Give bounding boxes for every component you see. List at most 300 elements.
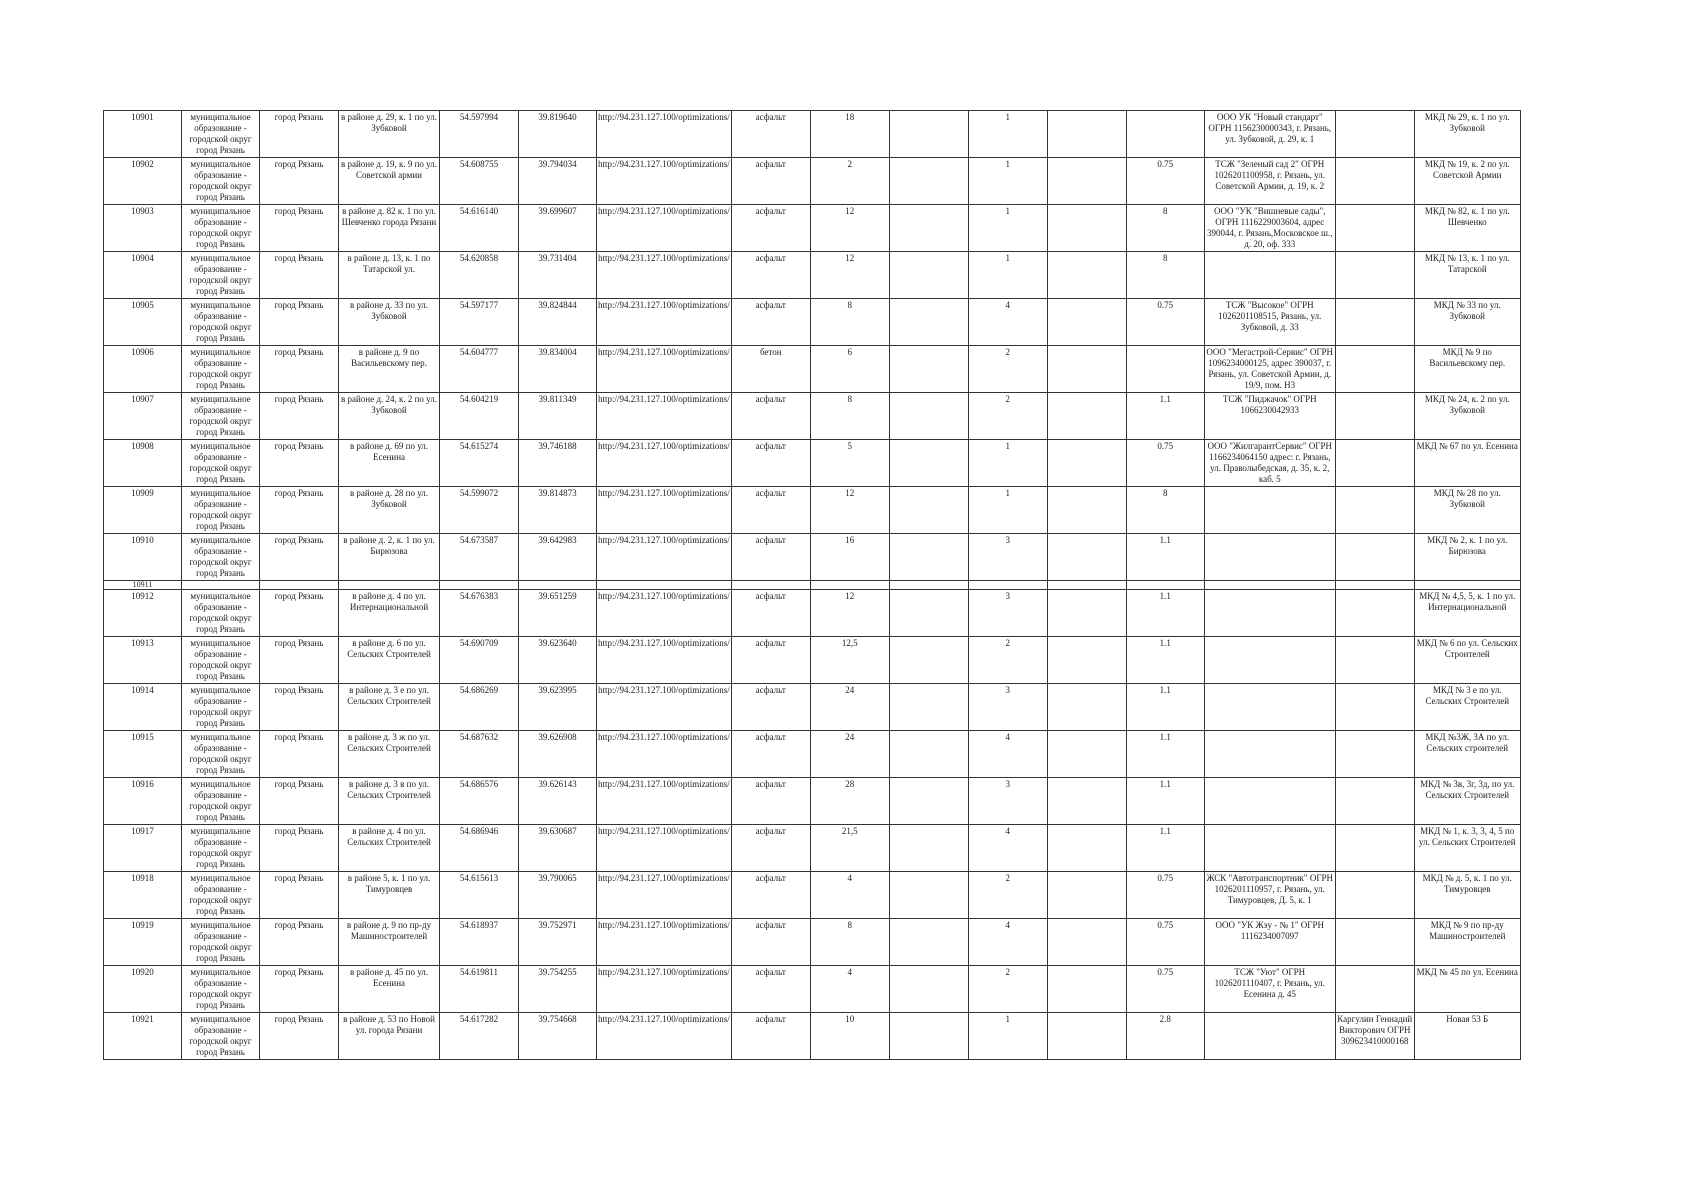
cell-note: МКД № 3 е по ул. Сельских Строителей xyxy=(1414,684,1520,731)
cell-city: город Рязань xyxy=(260,534,339,581)
cell-c10 xyxy=(889,919,968,966)
cell-surface: асфальт xyxy=(731,778,810,825)
table-row xyxy=(104,919,1521,966)
cell-address: в районе д. 82 к. 1 по ул. Шевченко города Рязани xyxy=(339,205,440,252)
cell-c10 xyxy=(889,346,968,393)
cell-c10 xyxy=(889,872,968,919)
table-row xyxy=(104,487,1521,534)
cell-volume: 1.1 xyxy=(1126,393,1204,440)
cell-c10 xyxy=(889,299,968,346)
cell-link[interactable]: http://94.231.127.100/optimizations/ xyxy=(597,158,732,205)
cell-note: МКД № 29, к. 1 по ул. Зубковой xyxy=(1414,111,1520,158)
cell-lon: 39.794034 xyxy=(519,158,597,205)
cell-area: 28 xyxy=(810,778,889,825)
cell-address: в районе д. 9 по пр-ду Машиностроителей xyxy=(339,919,440,966)
cell-city: город Рязань xyxy=(260,252,339,299)
cell-organization: ТСЖ "Пиджачок" ОГРН 1066230042933 xyxy=(1204,393,1335,440)
cell-lon: 39.699607 xyxy=(519,205,597,252)
cell-c15 xyxy=(1335,966,1414,1013)
cell-count: 1 xyxy=(968,1013,1047,1060)
cell-note: Новая 53 Б xyxy=(1414,1013,1520,1060)
cell-lon: 39.824844 xyxy=(519,299,597,346)
cell-link[interactable]: http://94.231.127.100/optimizations/ xyxy=(597,919,732,966)
cell-c15 xyxy=(1335,111,1414,158)
cell-c15 xyxy=(1335,299,1414,346)
cell-c15: Каргулин Геннадий Викторович ОГРН 309623410000168 xyxy=(1335,1013,1414,1060)
cell-note: МКД № 2, к. 1 по ул. Бирюзова xyxy=(1414,534,1520,581)
cell-volume: 8 xyxy=(1126,205,1204,252)
cell-surface: асфальт xyxy=(731,966,810,1013)
cell-count: 3 xyxy=(968,778,1047,825)
cell-lat: 54.597177 xyxy=(440,299,519,346)
cell-id: 10915 xyxy=(104,731,182,778)
cell-c12 xyxy=(1047,205,1126,252)
cell-c12 xyxy=(1047,590,1126,637)
cell-volume: 0.75 xyxy=(1126,299,1204,346)
cell-id: 10902 xyxy=(104,158,182,205)
cell-c10 xyxy=(889,731,968,778)
cell-area: 12 xyxy=(810,252,889,299)
cell-lat: 54.617282 xyxy=(440,1013,519,1060)
cell-area: 6 xyxy=(810,346,889,393)
cell-address: в районе д. 3 е по ул. Сельских Строителей xyxy=(339,684,440,731)
cell-address: в районе д. 24, к. 2 по ул. Зубковой xyxy=(339,393,440,440)
cell-lon: 39.626908 xyxy=(519,731,597,778)
cell-c15 xyxy=(1335,487,1414,534)
cell-surface: асфальт xyxy=(731,1013,810,1060)
cell-id: 10909 xyxy=(104,487,182,534)
cell-id: 10910 xyxy=(104,534,182,581)
cell-surface: асфальт xyxy=(731,158,810,205)
table-row xyxy=(104,872,1521,919)
cell-area: 5 xyxy=(810,440,889,487)
cell-lon: 39.754255 xyxy=(519,966,597,1013)
cell-lon xyxy=(519,581,597,590)
cell-lat: 54.620858 xyxy=(440,252,519,299)
cell-entity: муниципальное образование - городской округ город Рязань xyxy=(182,966,260,1013)
cell-volume xyxy=(1126,346,1204,393)
cell-link[interactable]: http://94.231.127.100/optimizations/ xyxy=(597,1013,732,1060)
cell-c15 xyxy=(1335,684,1414,731)
cell-surface: асфальт xyxy=(731,440,810,487)
cell-link[interactable]: http://94.231.127.100/optimizations/ xyxy=(597,637,732,684)
cell-lat: 54.686576 xyxy=(440,778,519,825)
cell-c15 xyxy=(1335,252,1414,299)
cell-id: 10919 xyxy=(104,919,182,966)
cell-volume: 1.1 xyxy=(1126,534,1204,581)
cell-address: в районе д. 19, к. 9 по ул. Советской армии xyxy=(339,158,440,205)
cell-c10 xyxy=(889,966,968,1013)
cell-area: 12 xyxy=(810,487,889,534)
cell-surface: асфальт xyxy=(731,684,810,731)
cell-address: в районе д. 6 по ул. Сельских Строителей xyxy=(339,637,440,684)
cell-surface: асфальт xyxy=(731,205,810,252)
cell-surface: асфальт xyxy=(731,919,810,966)
cell-link[interactable]: http://94.231.127.100/optimizations/ xyxy=(597,825,732,872)
cell-entity: муниципальное образование - городской округ город Рязань xyxy=(182,919,260,966)
cell-id: 10903 xyxy=(104,205,182,252)
cell-entity: муниципальное образование - городской округ город Рязань xyxy=(182,440,260,487)
cell-volume: 0.75 xyxy=(1126,440,1204,487)
cell-organization xyxy=(1204,731,1335,778)
cell-note: МКД № 9 по Васильевскому пер. xyxy=(1414,346,1520,393)
cell-c12 xyxy=(1047,825,1126,872)
cell-organization: ООО УК "Новый стандарт" ОГРН 1156230000343, г. Рязань, ул. Зубковой, д. 29, к. 1 xyxy=(1204,111,1335,158)
table-row xyxy=(104,346,1521,393)
cell-note: МКД № 9 по пр-ду Машиностроителей xyxy=(1414,919,1520,966)
cell-note: МКД № д. 5, к. 1 по ул. Тимуровцев xyxy=(1414,872,1520,919)
cell-lat: 54.599072 xyxy=(440,487,519,534)
cell-surface xyxy=(731,581,810,590)
cell-id: 10906 xyxy=(104,346,182,393)
cell-id: 10917 xyxy=(104,825,182,872)
cell-city: город Рязань xyxy=(260,205,339,252)
cell-city: город Рязань xyxy=(260,731,339,778)
cell-link[interactable]: http://94.231.127.100/optimizations/ xyxy=(597,111,732,158)
cell-id: 10911 xyxy=(104,581,182,590)
table-row xyxy=(104,581,1521,590)
cell-surface: асфальт xyxy=(731,487,810,534)
cell-c10 xyxy=(889,252,968,299)
cell-c15 xyxy=(1335,637,1414,684)
cell-city: город Рязань xyxy=(260,919,339,966)
cell-organization xyxy=(1204,684,1335,731)
cell-note: МКД № 28 по ул. Зубковой xyxy=(1414,487,1520,534)
cell-entity: муниципальное образование - городской округ город Рязань xyxy=(182,299,260,346)
cell-entity: муниципальное образование - городской округ город Рязань xyxy=(182,205,260,252)
cell-address: в районе д. 9 по Васильевскому пер. xyxy=(339,346,440,393)
cell-address xyxy=(339,581,440,590)
cell-id: 10921 xyxy=(104,1013,182,1060)
cell-surface: асфальт xyxy=(731,872,810,919)
cell-c10 xyxy=(889,1013,968,1060)
cell-c10 xyxy=(889,590,968,637)
cell-city: город Рязань xyxy=(260,393,339,440)
cell-volume: 8 xyxy=(1126,252,1204,299)
cell-note: МКД № 24, к. 2 по ул. Зубковой xyxy=(1414,393,1520,440)
cell-link[interactable]: http://94.231.127.100/optimizations/ xyxy=(597,299,732,346)
cell-area: 2 xyxy=(810,158,889,205)
cell-address: в районе д. 3 в по ул. Сельских Строителей xyxy=(339,778,440,825)
cell-note: МКД № 4,5, 5, к. 1 по ул. Интернациональной xyxy=(1414,590,1520,637)
cell-c10 xyxy=(889,637,968,684)
cell-address: в районе 5, к. 1 по ул. Тимуровцев xyxy=(339,872,440,919)
cell-note: МКД №3Ж, 3А по ул. Сельских строителей xyxy=(1414,731,1520,778)
table-row xyxy=(104,299,1521,346)
cell-id: 10901 xyxy=(104,111,182,158)
cell-count: 3 xyxy=(968,684,1047,731)
table-row xyxy=(104,731,1521,778)
cell-area: 12 xyxy=(810,205,889,252)
cell-link[interactable]: http://94.231.127.100/optimizations/ xyxy=(597,778,732,825)
cell-note: МКД № 82, к. 1 по ул. Шевченко xyxy=(1414,205,1520,252)
cell-city: город Рязань xyxy=(260,299,339,346)
cell-lon: 39.790065 xyxy=(519,872,597,919)
cell-c10 xyxy=(889,158,968,205)
cell-id: 10904 xyxy=(104,252,182,299)
cell-count xyxy=(968,581,1047,590)
cell-volume: 0.75 xyxy=(1126,966,1204,1013)
cell-id: 10920 xyxy=(104,966,182,1013)
cell-area: 12,5 xyxy=(810,637,889,684)
cell-lat: 54.687632 xyxy=(440,731,519,778)
cell-address: в районе д. 45 по ул. Есенина xyxy=(339,966,440,1013)
cell-volume: 1.1 xyxy=(1126,684,1204,731)
cell-note: МКД № 33 по ул. Зубковой xyxy=(1414,299,1520,346)
cell-organization: ЖСК "Автотранспортник" ОГРН 1026201110957, г. Рязань, ул. Тимуровцев, Д. 5, к. 1 xyxy=(1204,872,1335,919)
cell-link[interactable]: http://94.231.127.100/optimizations/ xyxy=(597,534,732,581)
cell-organization xyxy=(1204,637,1335,684)
cell-c15 xyxy=(1335,872,1414,919)
table-row xyxy=(104,1013,1521,1060)
cell-count: 4 xyxy=(968,299,1047,346)
cell-address: в районе д. 2, к. 1 по ул. Бирюзова xyxy=(339,534,440,581)
cell-volume: 1.1 xyxy=(1126,590,1204,637)
cell-entity: муниципальное образование - городской округ город Рязань xyxy=(182,111,260,158)
cell-link[interactable]: http://94.231.127.100/optimizations/ xyxy=(597,590,732,637)
cell-entity: муниципальное образование - городской округ город Рязань xyxy=(182,1013,260,1060)
cell-c15 xyxy=(1335,581,1414,590)
cell-count: 2 xyxy=(968,393,1047,440)
cell-c10 xyxy=(889,487,968,534)
cell-organization xyxy=(1204,1013,1335,1060)
cell-c12 xyxy=(1047,872,1126,919)
cell-lat: 54.690709 xyxy=(440,637,519,684)
cell-area: 8 xyxy=(810,919,889,966)
cell-c15 xyxy=(1335,731,1414,778)
cell-lon: 39.626143 xyxy=(519,778,597,825)
cell-volume xyxy=(1126,111,1204,158)
cell-city: город Рязань xyxy=(260,487,339,534)
cell-count: 2 xyxy=(968,872,1047,919)
table-row xyxy=(104,825,1521,872)
cell-lon: 39.754668 xyxy=(519,1013,597,1060)
cell-lat: 54.619811 xyxy=(440,966,519,1013)
cell-organization xyxy=(1204,252,1335,299)
cell-area: 24 xyxy=(810,684,889,731)
table-row xyxy=(104,778,1521,825)
cell-count: 3 xyxy=(968,534,1047,581)
cell-surface: асфальт xyxy=(731,299,810,346)
cell-c15 xyxy=(1335,590,1414,637)
cell-id: 10914 xyxy=(104,684,182,731)
cell-city: город Рязань xyxy=(260,158,339,205)
cell-entity: муниципальное образование - городской округ город Рязань xyxy=(182,872,260,919)
cell-entity: муниципальное образование - городской округ город Рязань xyxy=(182,487,260,534)
cell-link[interactable]: http://94.231.127.100/optimizations/ xyxy=(597,252,732,299)
cell-lat: 54.673587 xyxy=(440,534,519,581)
cell-volume xyxy=(1126,581,1204,590)
cell-count: 1 xyxy=(968,440,1047,487)
cell-c15 xyxy=(1335,158,1414,205)
cell-c12 xyxy=(1047,158,1126,205)
cell-lat: 54.686946 xyxy=(440,825,519,872)
cell-id: 10908 xyxy=(104,440,182,487)
table-row xyxy=(104,637,1521,684)
cell-count: 1 xyxy=(968,487,1047,534)
cell-entity: муниципальное образование - городской округ город Рязань xyxy=(182,534,260,581)
cell-volume: 2.8 xyxy=(1126,1013,1204,1060)
cell-volume: 0.75 xyxy=(1126,919,1204,966)
cell-note: МКД № 1, к. 3, 3, 4, 5 по ул. Сельских Строителей xyxy=(1414,825,1520,872)
cell-link[interactable]: http://94.231.127.100/optimizations/ xyxy=(597,872,732,919)
cell-entity: муниципальное образование - городской округ город Рязань xyxy=(182,252,260,299)
table-row xyxy=(104,966,1521,1013)
cell-link[interactable]: http://94.231.127.100/optimizations/ xyxy=(597,731,732,778)
cell-c15 xyxy=(1335,534,1414,581)
cell-c10 xyxy=(889,205,968,252)
cell-city: город Рязань xyxy=(260,872,339,919)
registry-table xyxy=(103,110,1521,1060)
cell-id: 10905 xyxy=(104,299,182,346)
cell-organization xyxy=(1204,534,1335,581)
cell-c15 xyxy=(1335,393,1414,440)
cell-entity: муниципальное образование - городской округ город Рязань xyxy=(182,158,260,205)
cell-lat xyxy=(440,581,519,590)
cell-count: 4 xyxy=(968,731,1047,778)
cell-surface: асфальт xyxy=(731,252,810,299)
cell-link[interactable]: http://94.231.127.100/optimizations/ xyxy=(597,684,732,731)
cell-lon: 39.651259 xyxy=(519,590,597,637)
cell-entity: муниципальное образование - городской округ город Рязань xyxy=(182,393,260,440)
cell-volume: 1.1 xyxy=(1126,637,1204,684)
cell-c12 xyxy=(1047,252,1126,299)
cell-city: город Рязань xyxy=(260,440,339,487)
cell-area: 24 xyxy=(810,731,889,778)
cell-c12 xyxy=(1047,393,1126,440)
cell-city: город Рязань xyxy=(260,637,339,684)
cell-c10 xyxy=(889,393,968,440)
cell-link[interactable]: http://94.231.127.100/optimizations/ xyxy=(597,346,732,393)
cell-lat: 54.616140 xyxy=(440,205,519,252)
cell-city: город Рязань xyxy=(260,1013,339,1060)
cell-note: МКД № 3в, 3г, 3д, по ул. Сельских Строителей xyxy=(1414,778,1520,825)
cell-link[interactable]: http://94.231.127.100/optimizations/ xyxy=(597,966,732,1013)
cell-c10 xyxy=(889,684,968,731)
cell-count: 2 xyxy=(968,637,1047,684)
cell-surface: асфальт xyxy=(731,590,810,637)
cell-area: 4 xyxy=(810,966,889,1013)
cell-note: МКД № 45 по ул. Есенина xyxy=(1414,966,1520,1013)
cell-organization xyxy=(1204,487,1335,534)
cell-link[interactable]: http://94.231.127.100/optimizations/ xyxy=(597,205,732,252)
cell-lat: 54.615613 xyxy=(440,872,519,919)
cell-lat: 54.676383 xyxy=(440,590,519,637)
cell-link[interactable]: http://94.231.127.100/optimizations/ xyxy=(597,440,732,487)
cell-id: 10916 xyxy=(104,778,182,825)
cell-surface: асфальт xyxy=(731,534,810,581)
cell-area: 16 xyxy=(810,534,889,581)
cell-city: город Рязань xyxy=(260,966,339,1013)
cell-c12 xyxy=(1047,581,1126,590)
table-row xyxy=(104,252,1521,299)
cell-c15 xyxy=(1335,825,1414,872)
cell-c10 xyxy=(889,111,968,158)
cell-count: 1 xyxy=(968,252,1047,299)
cell-address: в районе д. 4 по ул. Интернациональной xyxy=(339,590,440,637)
cell-city: город Рязань xyxy=(260,111,339,158)
table-row xyxy=(104,393,1521,440)
cell-link[interactable]: http://94.231.127.100/optimizations/ xyxy=(597,487,732,534)
cell-id: 10918 xyxy=(104,872,182,919)
cell-address: в районе д. 33 по ул. Зубковой xyxy=(339,299,440,346)
cell-surface: асфальт xyxy=(731,393,810,440)
cell-area: 8 xyxy=(810,393,889,440)
cell-surface: асфальт xyxy=(731,825,810,872)
cell-address: в районе д. 3 ж по ул. Сельских Строителей xyxy=(339,731,440,778)
cell-c12 xyxy=(1047,440,1126,487)
cell-count: 1 xyxy=(968,111,1047,158)
cell-city xyxy=(260,581,339,590)
cell-address: в районе д. 29, к. 1 по ул. Зубковой xyxy=(339,111,440,158)
cell-surface: бетон xyxy=(731,346,810,393)
cell-organization: ООО "ЖилгарантСервис" ОГРН 1166234064150 адрес: г. Рязань, ул. Праволыбедская, д. 35, к. 2, каб. 5 xyxy=(1204,440,1335,487)
cell-lon: 39.752971 xyxy=(519,919,597,966)
cell-count: 4 xyxy=(968,825,1047,872)
cell-c10 xyxy=(889,778,968,825)
cell-lat: 54.604219 xyxy=(440,393,519,440)
cell-area: 8 xyxy=(810,299,889,346)
cell-note: МКД № 13, к. 1 по ул. Татарской xyxy=(1414,252,1520,299)
cell-lat: 54.615274 xyxy=(440,440,519,487)
cell-surface: асфальт xyxy=(731,637,810,684)
cell-lat: 54.604777 xyxy=(440,346,519,393)
cell-surface: асфальт xyxy=(731,731,810,778)
cell-entity: муниципальное образование - городской округ город Рязань xyxy=(182,590,260,637)
cell-c15 xyxy=(1335,205,1414,252)
cell-c12 xyxy=(1047,1013,1126,1060)
cell-c10 xyxy=(889,440,968,487)
cell-address: в районе д. 53 по Новой ул. города Рязани xyxy=(339,1013,440,1060)
cell-organization: ТСЖ "Высокое" ОГРН 1026201108515, Рязань, ул. Зубковой, д. 33 xyxy=(1204,299,1335,346)
cell-city: город Рязань xyxy=(260,684,339,731)
cell-lat: 54.618937 xyxy=(440,919,519,966)
cell-c12 xyxy=(1047,684,1126,731)
cell-lon: 39.623995 xyxy=(519,684,597,731)
cell-organization xyxy=(1204,581,1335,590)
cell-area xyxy=(810,581,889,590)
cell-entity: муниципальное образование - городской округ город Рязань xyxy=(182,684,260,731)
cell-organization xyxy=(1204,825,1335,872)
cell-note: МКД № 67 по ул. Есенина xyxy=(1414,440,1520,487)
cell-area: 21,5 xyxy=(810,825,889,872)
cell-city: город Рязань xyxy=(260,825,339,872)
cell-lat: 54.608755 xyxy=(440,158,519,205)
cell-c12 xyxy=(1047,637,1126,684)
cell-count: 2 xyxy=(968,966,1047,1013)
cell-volume: 0.75 xyxy=(1126,872,1204,919)
cell-c12 xyxy=(1047,966,1126,1013)
cell-volume: 8 xyxy=(1126,487,1204,534)
cell-c10 xyxy=(889,581,968,590)
cell-link[interactable] xyxy=(597,581,732,590)
table-row xyxy=(104,590,1521,637)
cell-city: город Рязань xyxy=(260,590,339,637)
cell-entity xyxy=(182,581,260,590)
cell-lon: 39.814873 xyxy=(519,487,597,534)
cell-link[interactable]: http://94.231.127.100/optimizations/ xyxy=(597,393,732,440)
cell-c12 xyxy=(1047,299,1126,346)
cell-organization xyxy=(1204,590,1335,637)
table-row xyxy=(104,158,1521,205)
table-row xyxy=(104,111,1521,158)
cell-entity: муниципальное образование - городской округ город Рязань xyxy=(182,346,260,393)
table-body xyxy=(104,111,1521,1060)
cell-count: 1 xyxy=(968,205,1047,252)
cell-lon: 39.819640 xyxy=(519,111,597,158)
cell-note: МКД № 6 по ул. Сельских Строителей xyxy=(1414,637,1520,684)
cell-count: 4 xyxy=(968,919,1047,966)
